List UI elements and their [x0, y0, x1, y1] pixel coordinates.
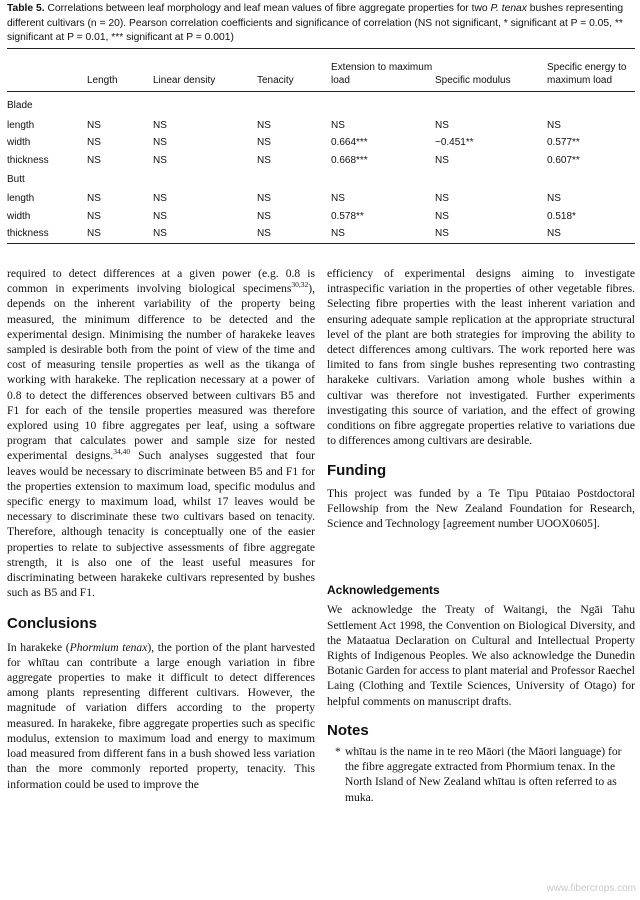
table-cell: 0.668*** — [331, 154, 368, 166]
acknowledgements-paragraph: We acknowledge the Treaty of Waitangi, the Ngāi Tahu Settlement Act 1998, the Convention on Biological Diversity, and the Mataatua Declaration on Cultural and Intellectual Property Rights of Indigenous Peoples. We also acknowledge the Dunedin Botanic Garden for access to plant material and Professor Raechel Laing (Clothing and Textile Sciences, University of Otago) for helpful comments on manuscript drafts. — [327, 603, 635, 708]
conclusions-heading: Conclusions — [7, 615, 98, 633]
table-cell: NS — [435, 154, 449, 166]
table-cell: NS — [153, 154, 167, 166]
table-cell: 0.518* — [547, 210, 576, 222]
table-caption-species: P. tenax — [490, 3, 527, 14]
citation-superscript: 34,40 — [113, 447, 131, 457]
table-cell: NS — [87, 154, 101, 166]
table-cell: NS — [547, 193, 561, 204]
right-column — [327, 266, 635, 805]
table-header-cell: Linear density — [153, 75, 216, 86]
table-cell: −0.451** — [435, 137, 474, 148]
table-cell: NS — [153, 228, 167, 239]
table-header-cell: Specific modulus — [435, 75, 511, 86]
note-item — [327, 744, 635, 805]
table-cell: NS — [435, 119, 449, 131]
table-cell: 0.577** — [547, 137, 580, 148]
table-row-label: thickness — [7, 228, 49, 239]
table-cell: NS — [331, 119, 345, 131]
acknowledgements-heading: Acknowledgements — [327, 583, 440, 598]
table-cell: NS — [331, 228, 345, 239]
table-row-label: width — [7, 137, 31, 148]
table-cell: NS — [153, 193, 167, 204]
table-cell: NS — [87, 210, 101, 222]
table-cell: NS — [547, 119, 561, 131]
correlation-table — [7, 48, 635, 239]
table-cell: NS — [435, 210, 449, 222]
text-run: Such analyses suggested that four leaves would be necessary to discriminate between B5 and F1 for the properties extension to maximum load, specific modulus and specific energy to maximum load, whilst 17 leaves would be necessary to discriminate these two cultivars based on tenacity. Therefore, although tenacity is conceptually one of the easier properties to relate to subjective assessments of fibre aggregate strength, it is also one of the least useful measures for discriminating between harakeke cultivars represented by bushes such as B5 and F1. — [7, 449, 315, 600]
species-name: Phormium tenax — [69, 640, 148, 654]
note-marker: * — [335, 745, 341, 759]
table-cell: NS — [435, 228, 449, 239]
left-column — [7, 266, 315, 792]
watermark-text: www.fibercrops.com — [546, 883, 636, 894]
table-cell: NS — [153, 137, 167, 148]
table-header-cell — [7, 49, 87, 92]
text-run: ), the portion of the plant harvested for whītau can contribute a large enough variation in fibre aggregate properties to make it difficult to detect differences among plants representing different cultivars. However, the magnitude of variation differs according to the property measured. In harakeke, fibre aggregate properties such as specific modulus, extension to maximum load and energy to maximum load measured from different fans in a bush showed less variation than the more commonly reported property, tenacity. This information could be used to improve the — [7, 640, 316, 791]
funding-paragraph: This project was funded by a Te Tipu Pūtaiao Postdoctoral Fellowship from the New Zealand Foundation for Research, Science and Technology [agreement number UOOX0605]. — [327, 486, 635, 531]
note-text: whītau is the name in te reo Māori (the Māori language) for the fibre aggregate extracted from Phormium tenax. In the North Island of New Zealand whītau is often referred to as muka. — [345, 745, 622, 804]
table-caption — [7, 2, 633, 46]
table-cell: NS — [257, 228, 271, 239]
table-header-cell: Tenacity — [257, 75, 294, 86]
table-caption-label: Table 5. — [7, 3, 45, 14]
text-run: In harakeke ( — [7, 640, 70, 654]
table-row — [7, 131, 635, 149]
table-row — [7, 204, 635, 222]
table-row-label: thickness — [7, 154, 49, 166]
table-cell: NS — [87, 193, 101, 204]
table-cell: 0.607** — [547, 154, 580, 166]
table-group-label: Blade — [7, 100, 33, 111]
table-cell: NS — [257, 210, 271, 222]
table-row-label: length — [7, 119, 35, 131]
table-group-row — [7, 166, 635, 187]
table-header-cell: Extension to maximum load — [331, 62, 433, 86]
text-run: required to detect differences at a given power (e.g. 0.8 is common in experiments involving biological specimens — [7, 267, 315, 296]
notes-heading: Notes — [327, 721, 369, 739]
table-header-cell: Specific energy to maximum load — [547, 62, 627, 86]
table-cell: NS — [435, 193, 449, 204]
table-cell: NS — [153, 119, 167, 131]
text-run: ), depends on the inherent variability of the property being measured, the minimum difference to be detected and the experimental design. Minimising the number of harakeke leaves sampled is desirable both from the point of view of the time and cost of measuring tensile properties as well as the tikanga of working with harakeke. The replication necessary at a power of 0.8 to detect the differences observed between cultivars B5 and F1 for each of the tensile properties measured was therefore explored using 10 fibre aggregates per leaf, using a software program that calculates power and sample size for nested experimental designs. — [7, 282, 315, 463]
table-cell: NS — [257, 193, 271, 204]
body-paragraph — [7, 640, 315, 792]
table-caption-text-post: bushes representing different cultivars (n = 20). Pearson correlation coefficients and significance of correlation (NS not significant, * significant at P = 0.05, ** significant at P = 0.01, *** significant at P = 0.001) — [7, 3, 624, 43]
table-row — [7, 187, 635, 205]
table-row — [7, 113, 635, 131]
table-row-label: width — [7, 210, 31, 222]
table-cell: NS — [257, 119, 271, 131]
table-cell: NS — [87, 228, 101, 239]
table-group-row — [7, 92, 635, 114]
table-group-label: Butt — [7, 173, 25, 185]
table-cell: NS — [87, 119, 101, 131]
body-paragraph: efficiency of experimental designs aiming to investigate intraspecific variation in the properties of other vegetable fibres. Selecting fibre properties with the least inherent variation and ensuring adequate sample replication at the appropriate structural level of the plant are both strategies for improving the ability to detect differences among cultivars. The work reported here was limited to fans from single bushes representing two contrasting harakeke cultivars. Variation among whole bushes within a cultivar was therefore not investigated. Further experiments investigating this source of variation, and the effect of growing conditions on fibre aggregate properties relative to variations due to differences among cultivars are desirable. — [327, 267, 635, 448]
table-cell: NS — [153, 210, 167, 222]
table-row-label: length — [7, 193, 35, 204]
table-cell: NS — [547, 228, 561, 239]
table-row — [7, 222, 635, 240]
table-cell: NS — [331, 193, 345, 204]
table-caption-text-pre: Correlations between leaf morphology and leaf mean values of fibre aggregate properties for two — [47, 3, 491, 14]
table-row — [7, 148, 635, 166]
table-cell: 0.578** — [331, 210, 364, 222]
table-cell: NS — [257, 137, 271, 148]
table-header-cell: Length — [87, 75, 118, 86]
body-paragraph — [7, 266, 315, 600]
citation-superscript: 30,32 — [291, 280, 309, 290]
table-cell: 0.664*** — [331, 137, 368, 148]
table-cell: NS — [87, 137, 101, 148]
table-cell: NS — [257, 154, 271, 166]
funding-heading: Funding — [327, 462, 387, 480]
table-bottom-rule — [7, 243, 635, 244]
